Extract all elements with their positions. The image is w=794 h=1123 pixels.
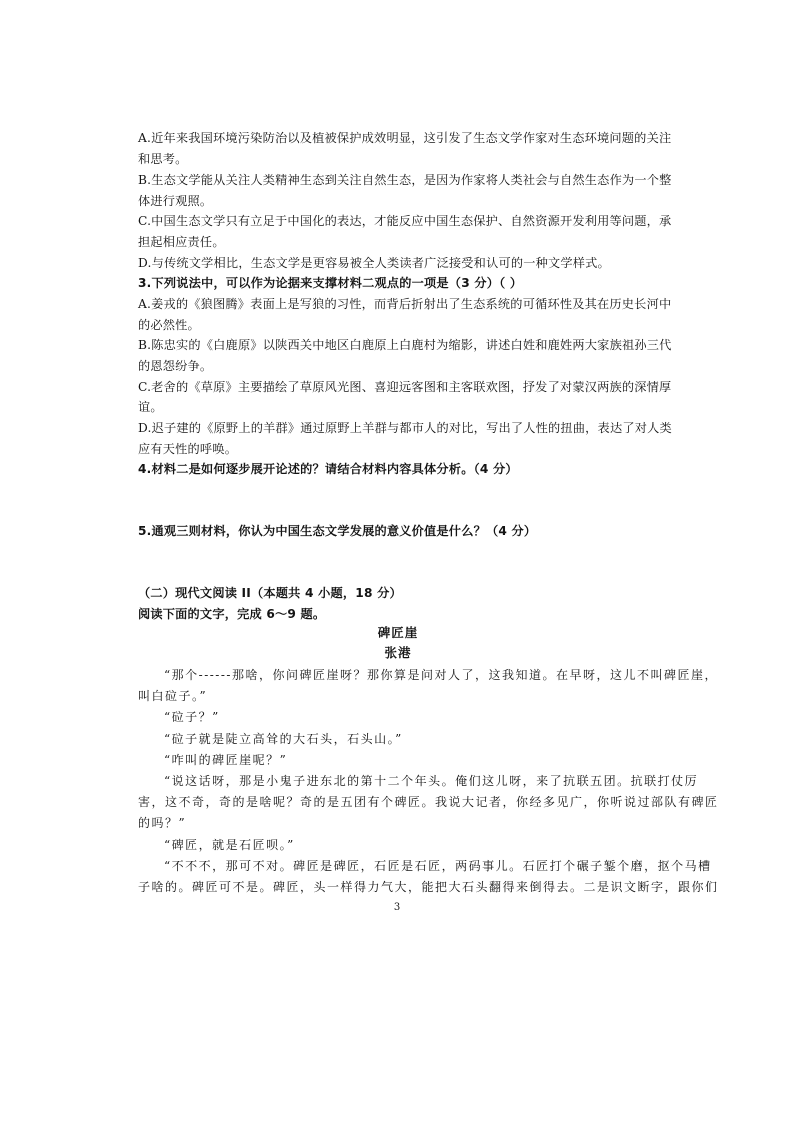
q2-option-b-line2: 体进行观照。 xyxy=(138,194,213,208)
q3-option-a-line1: A.姜戎的《狼图腾》表面上是写狼的习性，而背后折射出了生态系统的可循环性及其在历史长河中 xyxy=(138,297,672,311)
story-line-8: 的吗？” xyxy=(138,816,187,830)
story-line-1: “那个------那啥，你问碑匠崖呀？那你算是问对人了，这我知道。在早呀，这儿不叫碑匠崖， xyxy=(164,668,718,682)
q3-option-c-line1: C.老舍的《草原》主要描绘了草原风光图、喜迎远客图和主客联欢图，抒发了对蒙汉两族的深情厚 xyxy=(138,380,672,394)
q3-stem: 3.下列说法中，可以作为论据来支撑材料二观点的一项是（3 分）（ ） xyxy=(138,276,523,290)
story-line-2: 叫白砬子。” xyxy=(138,689,208,703)
q3-option-d-line1: D.迟子建的《原野上的羊群》通过原野上羊群与都市人的对比，写出了人性的扭曲，表达了对人类 xyxy=(138,421,672,435)
story-author: 张港 xyxy=(384,645,412,660)
q3-option-c-line2: 谊。 xyxy=(138,400,163,414)
q3-option-a-line2: 的必然性。 xyxy=(138,318,200,332)
story-line-11: 子啥的。碑匠可不是。碑匠，头一样得力气大，能把大石头翻得来倒得去。二是识文断字，跟你们 xyxy=(138,880,719,894)
story-line-10: “不不不，那可不对。碑匠是碑匠，石匠是石匠，两码事儿。石匠打个碾子錾个磨，抠个马槽 xyxy=(164,859,712,873)
q5-stem: 5.通观三则材料，你认为中国生态文学发展的意义价值是什么？（4 分） xyxy=(138,524,537,538)
story-line-7: 害，这不奇，奇的是啥呢？奇的是五团有个碑匠。我说大记者，你经多见广，你听说过部队有碑匠 xyxy=(138,795,719,809)
q2-option-c-line1: C.中国生态文学只有立足于中国化的表达，才能反应中国生态保护、自然资源开发利用等问题，承 xyxy=(138,214,672,228)
q2-option-c-line2: 担起相应责任。 xyxy=(138,235,225,249)
section-instruction: 阅读下面的文字，完成 6～9 题。 xyxy=(138,607,326,621)
q4-stem: 4.材料二是如何逐步展开论述的？请结合材料内容具体分析。（4 分） xyxy=(138,462,518,476)
q2-option-a-line2: 和思考。 xyxy=(138,152,188,166)
story-line-5: “咋叫的碑匠崖呢？” xyxy=(164,753,288,767)
q2-option-a-line1: A.近年来我国环境污染防治以及植被保护成效明显，这引发了生态文学作家对生态环境问题的关注 xyxy=(138,131,672,145)
page-number: 3 xyxy=(393,902,401,913)
story-title: 碑匠崖 xyxy=(377,625,419,640)
story-line-3: “砬子？” xyxy=(164,710,220,724)
q3-option-b-line1: B.陈忠实的《白鹿原》以陕西关中地区白鹿原上白鹿村为缩影，讲述白姓和鹿姓两大家族祖孙三代 xyxy=(138,338,672,352)
q2-option-d: D.与传统文学相比，生态文学是更容易被全人类读者广泛接受和认可的一种文学样式。 xyxy=(138,256,610,270)
section-heading: （二）现代文阅读 II（本题共 4 小题，18 分） xyxy=(138,586,402,600)
story-line-6: “说这话呀，那是小鬼子进东北的第十二个年头。俺们这儿呀，来了抗联五团。抗联打仗厉 xyxy=(164,774,699,788)
story-line-9: “碑匠，就是石匠呗。” xyxy=(164,838,295,852)
q3-option-b-line2: 的恩怨纷争。 xyxy=(138,359,213,373)
q3-option-d-line2: 应有天性的呼唤。 xyxy=(138,442,238,456)
q2-option-b-line1: B.生态文学能从关注人类精神生态到关注自然生态，是因为作家将人类社会与自然生态作为一个整 xyxy=(138,173,672,187)
story-line-4: “砬子就是陡立高耸的大石头，石头山。” xyxy=(164,732,403,746)
